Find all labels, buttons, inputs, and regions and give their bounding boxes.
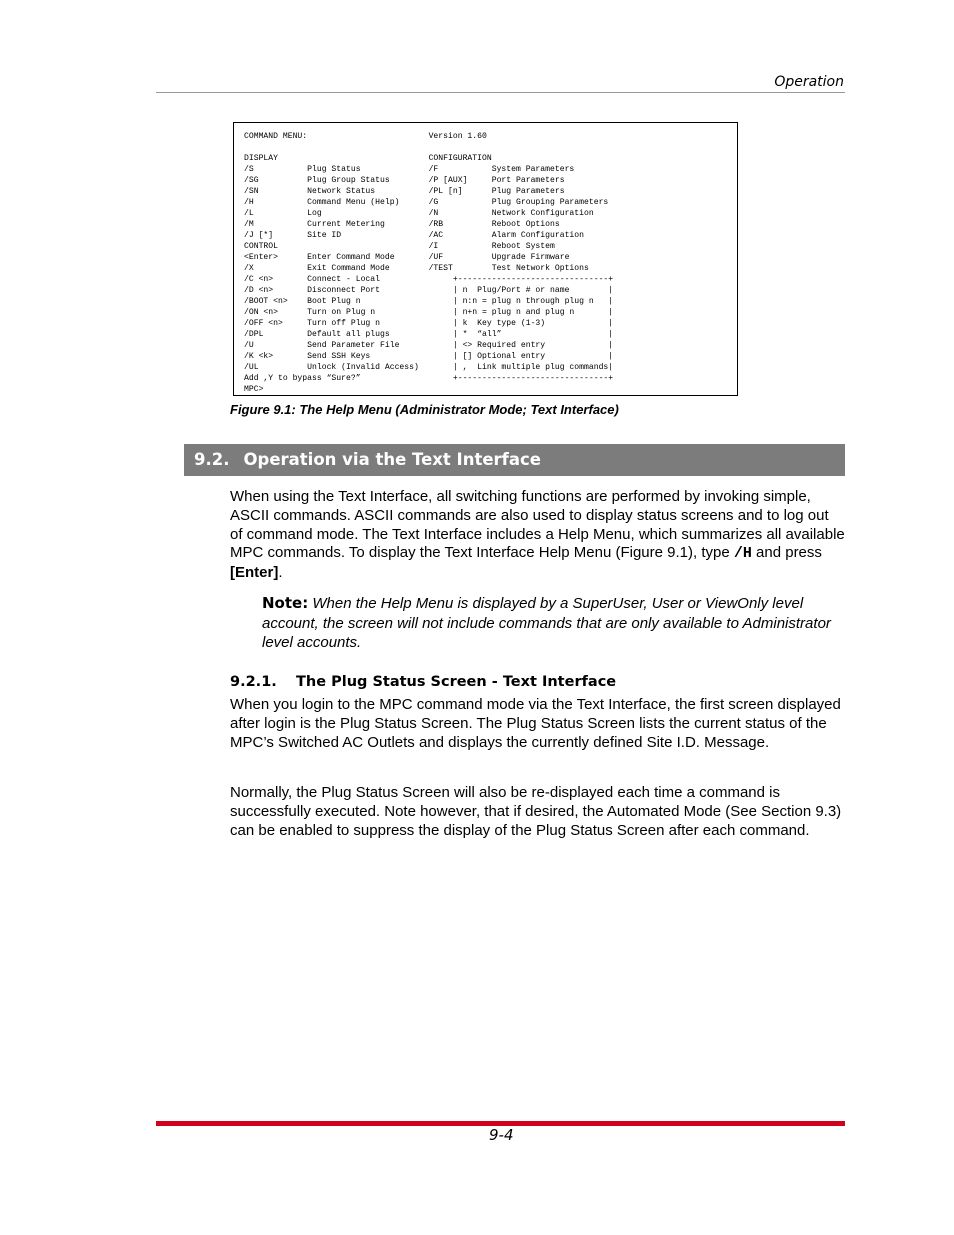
intro-text-1: When using the Text Interface, all switching functions are performed by invoking simple, ASCII commands. ASCII commands are also used to display status screens and to log out of command mode. The Text Interface includes a Help Menu, which summarizes all available MPC commands. To display the Text Interface Help Menu (Figure 9.1), type [230,488,845,562]
subsection-number: 9.2.1. [230,674,277,690]
intro-text-3: . [278,564,283,582]
section-heading [194,450,541,469]
intro-text-2: and press [751,544,822,562]
header-divider [156,92,845,93]
help-command: /H [733,545,752,563]
note-block [262,594,845,653]
body-paragraph: When you login to the MPC command mode via the Text Interface, the first screen displayed after login is the Plug Status Screen. The Plug Status Screen lists the current status of the MPC’s Switched AC Outlets and displays the currently defined Site I.D. Message. [230,696,841,751]
body-paragraph: Normally, the Plug Status Screen will also be re-displayed each time a command is successfully executed. Note however, that if desired, the Automated Mode (See Section 9.3) can be enabled to suppress the display of the Plug Status Screen after each command. [230,784,842,839]
help-menu-text: COMMAND MENU: Version 1.60 DISPLAY CONFIGURATION /S Plug Status /F System Parameters /SG Plug Group Status /P [AUX] Port Parameters /SN Network Status /PL [n] Plug Parameters /H Command Menu (Help) /G Plug Grouping Parameters /L Log /N Network Configuration /M Current Metering /RB Reboot Options /J [*] Site ID /AC Alarm Configuration CONTROL /I Reboot System <Enter> Enter Command Mode /UF Upgrade Firmware /X Exit Command Mode /TEST Test Network Options /C <n> Connect - Local +-------------------------------+ /D <n> Disconnect Port | n Plug/Port # or name | /BOOT <n> Boot Plug n | n:n = plug n through plug n | /ON <n> Turn on Plug n | n+n = plug n and plug n | /OFF <n> Turn off Plug n | k Key type (1-3) | /DPL Default all plugs | * “all” | /U Send Parameter File | <> Required entry | /K <k> Send SSH Keys | [] Optional entry | /UL Unlock (Invalid Access) | , Link multiple plug commands| Add ,Y to bypass “Sure?” +-------------------------------+ MPC> [244,132,614,394]
subsection-title: The Plug Status Screen - Text Interface [296,674,617,690]
help-menu-figure [233,122,738,396]
section-title: Operation via the Text Interface [243,450,541,469]
page-header-title: Operation [774,74,844,90]
note-label: Note: [262,594,309,612]
subsection-heading [230,674,616,690]
intro-paragraph [230,488,845,583]
note-text: When the Help Menu is displayed by a SuperUser, User or ViewOnly level account, the screen will not include commands that are only available to Administrator level accounts. [262,595,831,651]
section-heading-bar [184,444,845,476]
page-number: 9-4 [489,1126,514,1144]
figure-caption: Figure 9.1: The Help Menu (Administrator Mode; Text Interface) [230,402,619,417]
enter-key: [Enter] [230,564,279,582]
section-number: 9.2. [194,450,230,469]
